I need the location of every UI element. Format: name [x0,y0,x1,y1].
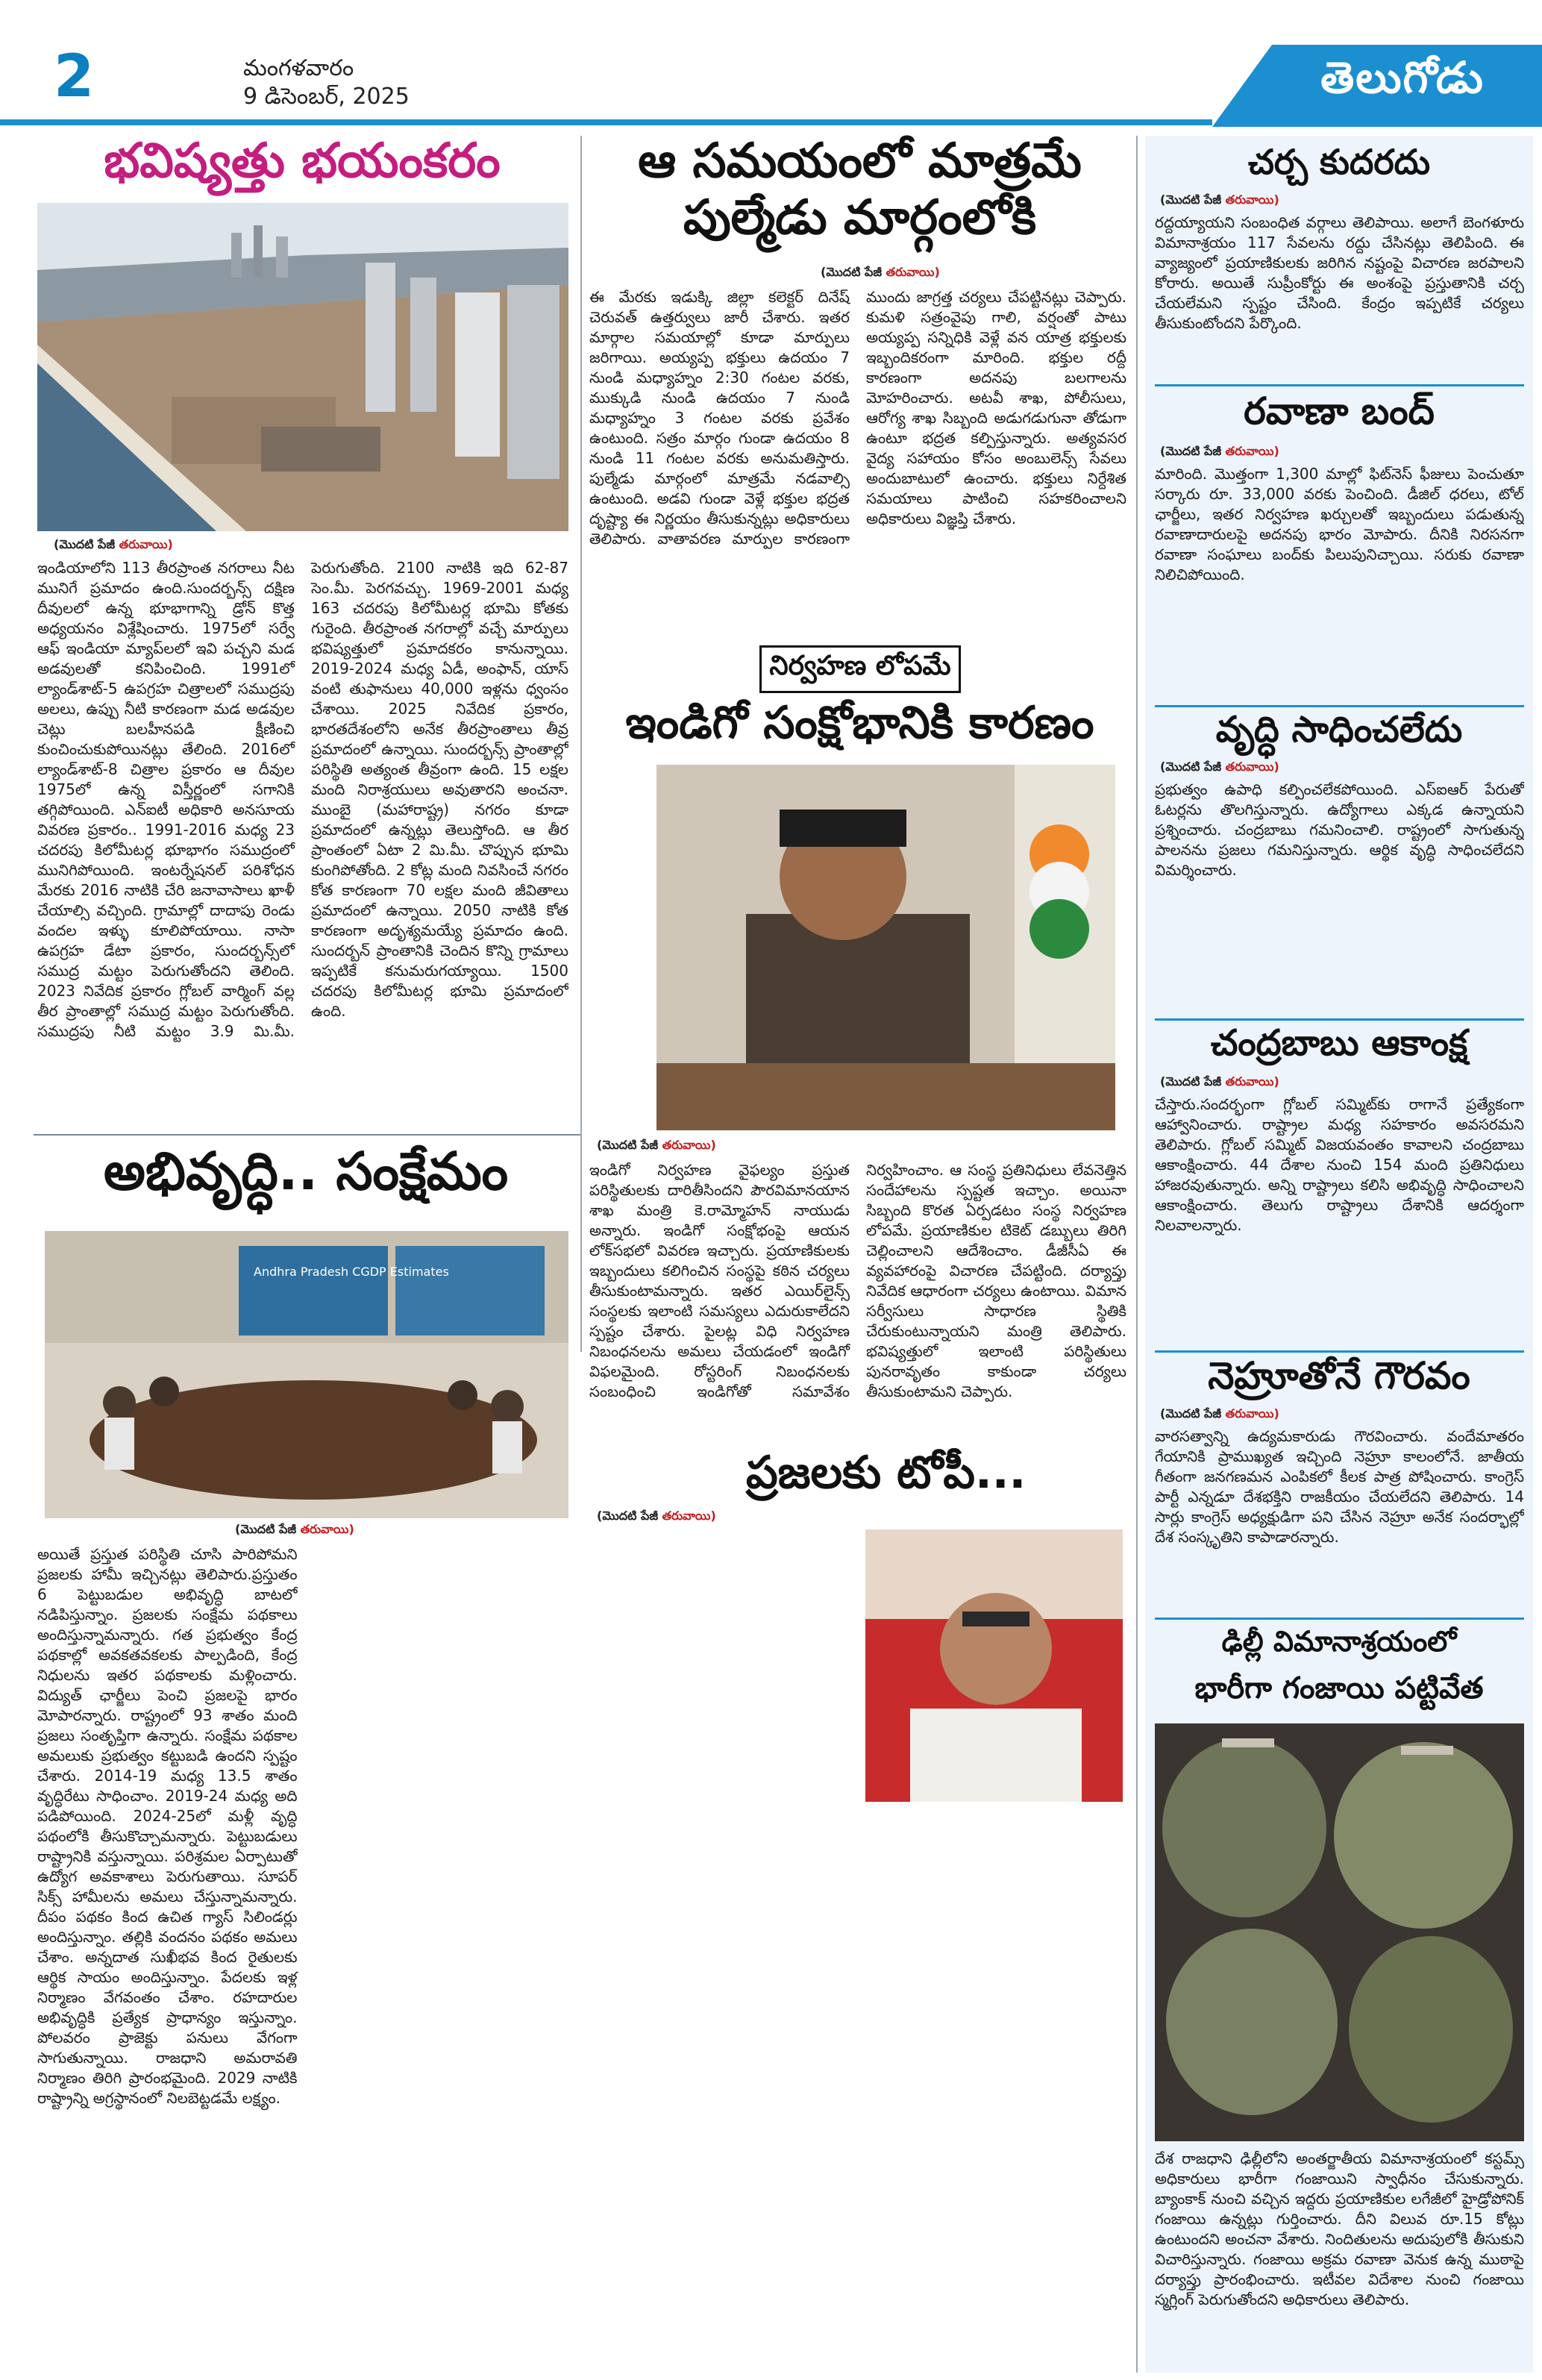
story1-body: ఇండియాలోని 113 తీరప్రాంత నగరాలు నీట మునిగే ప్రమాదం ఉంది.సుందర్బన్స్ దక్షిణ దీవులలో ఉన్న భూభాగాన్ని డ్రోన్ కొత్త అధ్యయనం విశ్లేషించారు. 1975లో సర్వే ఆఫ్ ఇండియా మ్యాప్‌లలో ఇవి పచ్చని మడ అడవులతో కనిపించింది. 1991లో ల్యాండ్‌శాట్-5 ఉపగ్రహ చిత్రాలలో సముద్రపు అలలు, ఉప్పు నీటి కారణంగా మడ అడవుల చెట్లు బలహీనపడి క్షీణించి కుంచించుకుపోయినట్లు తేలింది. 2016లో ల్యాండ్‌శాట్-8 చిత్రాల ప్రకారం ఆ దీవుల 1975లో ఉన్న విస్తీర్ణంలో సగానికి తగ్గిపోయింది. ఎన్ఐటీ అధికారి అనసూయ వివరణ ప్రకారం.. 1991-2016 మధ్య 23 చదరపు కిలోమీటర్ల భూభాగం సముద్రంలో మునిగిపోయింది. ఇంటర్నేషనల్ పరిశోధన మేరకు 2016 నాటికి చేరి జనావాసాలు ఖాళీ చేయాల్సి వచ్చింది. గ్రామాల్లో దాదాపు రెండు వందల ఇళ్ళు కూలిపోయాయి. నాసా ఉపగ్రహ డేటా ప్రకారం, సుందర్బన్స్‌లో సముద్ర మట్టం పెరుగుతోందని తెలింది. 2023 నివేదిక ప్రకారం గ్లోబల్ వార్మింగ్ వల్ల తీర ప్రాంతాల్లో సముద్ర మట్టం పెరుగుతోంది. సముద్రపు నీటి మట్టం 3.9 మి.మీ. పెరుగుతోంది. 2100 నాటికి ఇది 62-87 సెం.మీ. పెరగవచ్చు. 1969-2001 మధ్య 163 చదరపు కిలోమీటర్ల భూమి కోతకు గురైంది. తీరప్రాంత నగరాల్లో వచ్చే మార్పులు భవిష్యత్తులో ప్రమాదకరం కానున్నాయి. 2019-2024 మధ్య ఏడీ, అంఫాన్, యాస్ వంటి తుఫానులు 40,000 ఇళ్లను ధ్వంసం చేశాయి. 2025 నివేదిక ప్రకారం, భారతదేశంలోని అనేక తీరప్రాంతాలు తీవ్ర ప్రమాదంలో ఉన్నాయి. సుందర్బన్స్ ప్రాంతాల్లో పరిస్థితి అత్యంత తీవ్రంగా ఉంది. 15 లక్షల మంది నిరాశ్రయులు అవుతారని అంచనా. ముంబై (మహారాష్ట్ర) నగరం కూడా ప్రమాదంలో ఉన్నట్లు తెలుస్తోంది. ఆ తీర ప్రాంతంలో ఏటా 2 మి.మీ. చొప్పున భూమి కుంగిపోతోంది. 2 కోట్ల మంది నివసించే నగరం కోత కారణంగా 70 లక్షల మంది జీవితాలు ప్రమాదంలో ఉన్నాయి. 2050 నాటికి కోత కారణంగా అదృశ్యమయ్యే ప్రమాదం ఉంది. సుందర్బన్ ప్రాంతానికి చెందిన కొన్ని గ్రామాలు ఇప్పటికే కనుమరుగయ్యాయి. 1500 చదరపు కిలోమీటర్ల భూమి ప్రమాదంలో ఉంది. [37,559,568,1040]
story4-kicker-box [715,645,1006,693]
sidebar-s1-headline: చర్చ కుదరదు [1247,142,1431,182]
sidebar-s6-headline-line2: భారీగా గంజాయి పట్టివేత [1194,1671,1484,1706]
sidebar-s6-headline-line1: ఢిల్లీ విమానాశ్రయంలో [1221,1625,1457,1658]
column-divider-left [580,136,582,1352]
header-rule [0,119,1212,125]
story2-caption: (మొదటి పేజీ తరువాయి) [235,1522,354,1536]
brand-banner-notch [1212,45,1272,127]
issue-date: 9 డిసెంబర్, 2025 [243,84,410,110]
sidebar-s5-body: వారసత్వాన్ని ఉద్యమకారుడు గౌరవించారు. వందేమాతరం గేయానికి ప్రాముఖ్యత ఇచ్చింది నెహ్రూ కాలంలోనే. జాతీయ గీతంగా జనగణమన ఎంపికలో కీలక పాత్ర పోషించారు. కాంగ్రెస్ పార్టీ ఎన్నడూ దేశభక్తిని రాజకీయం చేయలేదని తెలిపారు. 14 సార్లు కాంగ్రెస్ అధ్యక్షుడిగా పని చేసిన నెహ్రూ అనేక సందర్భాల్లో దేశ సంస్కృతిని కాపాడారన్నారు. [1155,1427,1524,1546]
story4-headline: ఇండిగో సంక్షోభానికి కారణం [625,697,1094,749]
sidebar-s4-caption: (మొదటి పేజీ తరువాయి) [1160,1074,1279,1089]
story2-body: అయితే ప్రస్తుత పరిస్థితి చూసి పారిపోమని ప్రజలకు హామీ ఇచ్చినట్లు తెలిపారు.ప్రస్తుతం 6 పెట్టుబడుల అభివృద్ధి బాటలో నడిపిస్తున్నాం. ప్రజలకు సంక్షేమ పథకాలు అందిస్తున్నామన్నారు. గత ప్రభుత్వం కేంద్ర పథకాల్లో అవకతవకలకు పాల్పడింది, కేంద్ర నిధులను ఇతర పథకాలకు మళ్లించారు. విద్యుత్ ఛార్జీలు పెంచి ప్రజలపై భారం మోపారన్నారు. రాష్ట్రంలో 93 శాతం మంది ప్రజలు సంతృప్తిగా ఉన్నారు. సంక్షేమ పథకాల అమలుకు ప్రభుత్వం కట్టుబడి ఉందని స్పష్టం చేశారు. 2014-19 మధ్య 13.5 శాతం వృద్ధిరేటు సాధించాం. 2019-24 మధ్య అది పడిపోయింది. 2024-25లో మళ్లీ వృద్ధి పథంలోకి తీసుకొచ్చామన్నారు. పెట్టుబడులు రాష్ట్రానికి వస్తున్నాయి. పరిశ్రమల ఏర్పాటుతో ఉద్యోగ అవకాశాలు పెరుగుతాయి. సూపర్ సిక్స్ హామీలను అమలు చేస్తున్నామన్నారు. దీపం పథకం కింద ఉచిత గ్యాస్ సిలిండర్లు అందిస్తున్నాం. తల్లికి వందనం పథకం అమలు చేశాం. అన్నదాత సుఖీభవ కింద రైతులకు ఆర్థిక సాయం అందిస్తున్నాం. పేదలకు ఇళ్ల నిర్మాణం వేగవంతం చేశాం. రహదారుల అభివృద్ధికి ప్రత్యేక ప్రాధాన్యం ఇస్తున్నాం. పోలవరం ప్రాజెక్టు పనులు వేగంగా సాగుతున్నాయి. రాజధాని అమరావతి నిర్మాణం తిరిగి ప్రారంభమైంది. 2029 నాటికి రాష్ట్రాన్ని అగ్రస్థానంలో నిలబెట్టడమే లక్ష్యం. [37,1545,298,2107]
sidebar-rule [1155,384,1524,386]
sidebar-s3-caption: (మొదటి పేజీ తరువాయి) [1160,760,1279,774]
brand-logo: తెలుగోడు [1320,52,1485,103]
sidebar-rule [1155,705,1524,707]
sidebar-s2-headline: రవాణా బంద్ [1244,389,1435,433]
sidebar-rule [1155,1018,1524,1021]
meeting-room-photo [45,1231,568,1518]
sidebar-s1-body: రద్దయ్యాయని సంబంధిత వర్గాలు తెలిపాయి. అలాగే బెంగళూరు విమానాశ్రయం 117 సేవలను రద్దు చేసినట్లు తెలిపింది. ఈ వ్యాజ్యంలో ప్రయాణికులకు జరిగిన నష్టంపై విచారణ జరపాలని కోరారు. అయితే సుప్రీంకోర్టు ఈ అంశంపై ప్రస్తుతానికి చర్చ చేయలేమని స్పష్టం చేసింది. కేంద్రం ఇప్పటికే చర్యలు తీసుకుంటోందని పేర్కొంది. [1155,213,1524,332]
sidebar-s5-caption: (మొదటి పేజీ తరువాయి) [1160,1406,1279,1421]
sidebar-rule [1155,1618,1524,1620]
screen-text: Andhra Pradesh CGDP Estimates [254,1265,449,1279]
story1-caption: (మొదటి పేజీ తరువాయి) [54,537,173,551]
story4-body: ఇండిగో నిర్వహణ వైఫల్యం ప్రస్తుత పరిస్థితులకు దారితీసిందని పౌరవిమానయాన శాఖ మంత్రి కె.రామ్మోహన్ నాయుడు అన్నారు. ఇండిగో సంక్షోభంపై ఆయన లోక్‌సభలో వివరణ ఇచ్చారు. ప్రయాణికులకు ఇబ్బందులు కలిగించిన సంస్థపై కఠిన చర్యలు తీసుకుంటామన్నారు. ఇతర ఎయిర్‌లైన్స్ సంస్థలకు ఇలాంటి సమస్యలు ఎదురుకాలేదని స్పష్టం చేశారు. పైలట్ల విధి నిర్వహణ నిబంధనలను అమలు చేయడంలో ఇండిగో విఫలమైంది. రోస్టరింగ్ నిబంధనలకు సంబంధించి ఇండిగోతో సమావేశం నిర్వహించాం. ఆ సంస్థ ప్రతినిధులు లేవనెత్తిన సందేహాలను స్పష్టత ఇచ్చాం. అయినా సిబ్బంది కొరత ఏర్పడటం సంస్థ నిర్వహణ లోపమే. ప్రయాణికుల టికెట్ డబ్బులు తిరిగి చెల్లించాలని ఆదేశించాం. డీజీసీఏ ఈ వ్యవహారంపై విచారణ చేపట్టింది. దర్యాప్తు నివేదిక ఆధారంగా చర్యలు ఉంటాయి. విమాన సర్వీసులు సాధారణ స్థితికి చేరుకుంటున్నాయని మంత్రి తెలిపారు. భవిష్యత్తులో ఇలాంటి పరిస్థితులు పునరావృతం కాకుండా చర్యలు తీసుకుంటామని చెప్పారు. [589,1161,1126,1400]
sidebar-s5-headline: నెహ్రూతోనే గౌరవం [1208,1354,1470,1397]
story4-kicker: నిర్వహణ లోపమే [759,645,960,693]
sidebar-s3-headline: వృద్ధి సాధించలేదు [1215,709,1463,751]
sidebar-s3-body: ప్రభుత్వం ఉపాధి కల్పించలేకపోయింది. ఎస్‌ఐఆర్ పేరుతో ఓటర్లను తొలగిస్తున్నారు. ఉద్యోగాలు ఎక్కడ ఉన్నాయని ప్రశ్నించారు. చంద్రబాబు గమనించాలి. రాష్ట్రంలో సాగుతున్న పాలనను ప్రజలు గమనిస్తున్నారు. ఆర్థిక వృద్ధి సాధించలేదని విమర్శించారు. [1155,780,1524,879]
story4-caption: (మొదటి పేజీ తరువాయి) [597,1138,716,1152]
sidebar-s2-caption: (మొదటి పేజీ తరువాయి) [1160,444,1279,458]
sidebar-s2-body: మారింది. మొత్తంగా 1,300 మాల్లో ఫిట్‌నెస్ ఫీజులు పెంచుతూ సర్కారు రూ. 33,000 వరకు పెంచింది. డీజిల్ ధరలు, టోల్ ఛార్జీలు, ఇతర నిర్వహణ ఖర్చులతో ఇబ్బందులు పడుతున్న రవాణాదారులపై అదనపు భారం మోపారు. దీనికి నిరసనగా రవాణా సంఘాలు బంద్‌కు పిలుపునిచ్చాయి. సరుకు రవాణా నిలిచిపోయింది. [1155,465,1524,583]
minister-photo [656,765,1115,1130]
story1-headline: భవిష్యత్తు భయంకరం [104,134,501,189]
story3-caption: (మొదటి పేజీ తరువాయి) [821,265,940,279]
column-divider-right [1136,136,1138,2373]
page-number: 2 [54,43,95,110]
sidebar-rule [1155,1350,1524,1353]
story-separator [34,1134,580,1136]
story5-headline: ప్రజలకు టోపీ... [746,1447,1027,1499]
story3-body: ఈ మేరకు ఇడుక్కి జిల్లా కలెక్టర్ దినేష్ చెరువత్ ఉత్తర్వులు జారీ చేశారు. ఇతర మార్గాల సమయాల్లో కూడా మార్పులు జరిగాయి. అయ్యప్ప భక్తులు ఉదయం 7 నుండి మధ్యాహ్నం 2:30 గంటల వరకు, ముక్కుడి నుండి ఉదయం 7 నుండి మధ్యాహ్నం 3 గంటల వరకు ప్రవేశం ఉంటుంది. సత్రం మార్గం గుండా ఉదయం 8 నుండి 11 గంటల వరకు అనుమతిస్తారు. పుల్మేడు మార్గంలో మాత్రమే నడవాల్సి ఉంటుంది. అడవి గుండా వెళ్లే భక్తుల భద్రత దృష్ట్యా ఈ నిర్ణయం తీసుకున్నట్లు అధికారులు తెలిపారు. వాతావరణ మార్పుల కారణంగా ముందు జాగ్రత్త చర్యలు చేపట్టినట్లు చెప్పారు. కుమళి సత్రంవైపు గాలి, వర్షంతో పాటు అయ్యప్ప సన్నిధికి వెళ్లే వన యాత్ర భక్తులకు ఇబ్బందికరంగా మారింది. భక్తుల రద్దీ కారణంగా అదనపు బలగాలను మోహరించారు. అటవీ శాఖ, పోలీసులు, ఆరోగ్య శాఖ సిబ్బంది అడుగడుగునా తోడుగా ఉంటూ భద్రత కల్పిస్తున్నారు. అత్యవసర వైద్య సహాయం కోసం అంబులెన్స్ సేవలు అందుబాటులో ఉంచారు. భక్తులు నిర్దేశిత సమయాలు పాటించి సహకరించాలని అధికారులు విజ్ఞప్తి చేశారు. [589,288,1126,548]
coastline-aerial-photo [37,203,568,531]
sidebar-s4-body: చేస్తారు.సందర్భంగా గ్లోబల్ సమ్మిట్‌కు రాగానే ప్రత్యేకంగా ఆహ్వానించారు. రాష్ట్రాల మధ్య సహకారం అవసరమని తెలిపారు. గ్లోబల్ సమ్మిట్ విజయవంతం కావాలని చంద్రబాబు ఆకాంక్షించారు. 44 దేశాల నుంచి 154 మంది ప్రతినిధులు హాజరవుతున్నారు. అన్ని రాష్ట్రాలు కలిసి అభివృద్ధి సాధించాలని ఆకాంక్షించారు. తెలుగు రాష్ట్రాలు దేశానికి ఆదర్శంగా నిలవాలన్నారు. [1155,1095,1524,1234]
story3-headline-line1: ఆ సమయంలో మాత్రమే [638,134,1082,189]
sidebar-s6-body: దేశ రాజధాని ఢిల్లీలోని అంతర్జాతీయ విమానాశ్రయంలో కస్టమ్స్ అధికారులు భారీగా గంజాయిని స్వాధీనం చేసుకున్నారు. బ్యాంకాక్ నుంచి వచ్చిన ఇద్దరు ప్రయాణికుల లగేజీలో హైడ్రోపోనిక్ గంజాయి ఉన్నట్లు గుర్తించారు. దీని విలువ రూ.15 కోట్లు ఉంటుందని అంచనా వేశారు. నిందితులను అదుపులోకి తీసుకుని విచారిస్తున్నారు. గంజాయి అక్రమ రవాణా వెనుక ఉన్న ముఠాపై దర్యాప్తు ప్రారంభించారు. ఇటీవల విదేశాల నుంచి గంజాయి స్మగ్లింగ్ పెరుగుతోందని అధికారులు తెలిపారు. [1155,2149,1524,2308]
story5-caption: (మొదటి పేజీ తరువాయి) [597,1509,716,1523]
story2-headline: అభివృద్ధి.. సంక్షేమం [103,1141,509,1202]
story3-headline-line2: పుల్మేడు మార్గంలోకి [683,190,1037,245]
seized-ganja-photo [1155,1723,1524,2141]
issue-day: మంగళవారం [243,55,354,81]
sidebar-s1-caption: (మొదటి పేజీ తరువాయి) [1160,192,1279,207]
sidebar-s4-headline: చంద్రబాబు ఆకాంక్ష [1210,1022,1468,1064]
speaker-portrait-photo [865,1529,1123,1802]
